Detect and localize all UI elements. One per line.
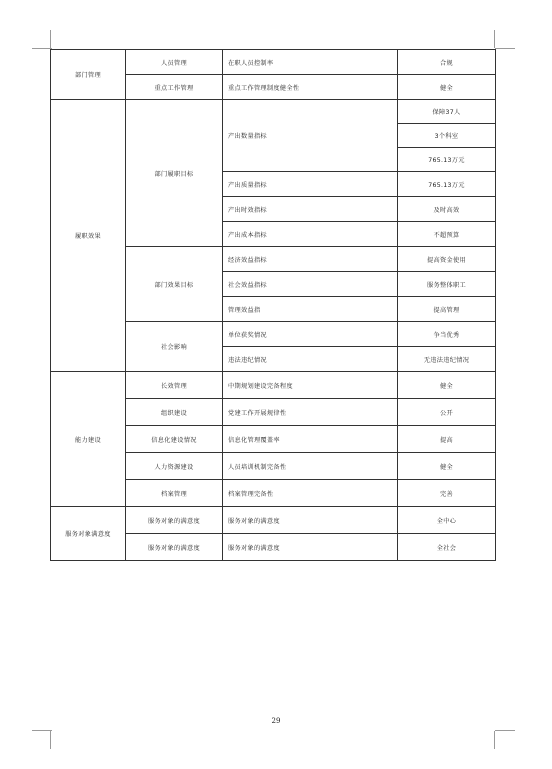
subcategory-cell: 服务对象的满意度 <box>126 534 223 561</box>
crop-mark-top-right-v <box>494 30 495 48</box>
subcategory-cell: 部门效果目标 <box>126 247 223 322</box>
indicator-cell: 违法违纪情况 <box>223 347 398 372</box>
value-cell: 765.13万元 <box>398 172 496 197</box>
indicator-cell: 产出质量指标 <box>223 172 398 197</box>
category-cell: 服务对象满意度 <box>51 507 126 561</box>
crop-mark-top-left-v <box>50 30 51 48</box>
value-cell: 全中心 <box>398 507 496 534</box>
subcategory-cell: 人力资源建设 <box>126 453 223 480</box>
crop-mark-top-left-h <box>32 48 52 49</box>
value-cell: 健全 <box>398 372 496 399</box>
crop-mark-top-right-h <box>495 48 515 49</box>
value-cell: 及时高效 <box>398 197 496 222</box>
crop-mark-bottom-left-h <box>32 730 52 731</box>
indicator-cell: 经济效益指标 <box>223 247 398 272</box>
category-cell: 履职效果 <box>51 100 126 372</box>
value-cell: 全社会 <box>398 534 496 561</box>
subcategory-cell: 服务对象的满意度 <box>126 507 223 534</box>
crop-mark-bottom-left-v <box>50 731 51 749</box>
subcategory-cell: 社会影响 <box>126 322 223 372</box>
indicator-cell: 产出时效指标 <box>223 197 398 222</box>
table-row <box>51 50 496 75</box>
indicator-cell: 产出数量指标 <box>223 100 398 172</box>
value-cell: 提高 <box>398 426 496 453</box>
value-cell: 保障37人 <box>398 100 496 124</box>
subcategory-cell: 人员管理 <box>126 50 223 75</box>
indicator-cell: 中期规划建设完备程度 <box>223 372 398 399</box>
value-cell: 提高资金使用 <box>398 247 496 272</box>
indicator-cell: 社会效益指标 <box>223 272 398 297</box>
subcategory-cell: 重点工作管理 <box>126 75 223 100</box>
indicator-cell: 信息化管理覆盖率 <box>223 426 398 453</box>
value-cell: 765.13万元 <box>398 148 496 172</box>
crop-mark-bottom-right-v <box>494 731 495 749</box>
value-cell: 合规 <box>398 50 496 75</box>
indicator-cell: 单位获奖情况 <box>223 322 398 347</box>
performance-indicator-table <box>50 49 496 561</box>
value-cell: 服务整体职工 <box>398 272 496 297</box>
value-cell: 健全 <box>398 75 496 100</box>
value-cell: 完善 <box>398 480 496 507</box>
value-cell: 提高管理 <box>398 297 496 322</box>
value-cell: 无违法违纪情况 <box>398 347 496 372</box>
page-number: 29 <box>271 717 281 725</box>
subcategory-cell: 信息化建设情况 <box>126 426 223 453</box>
value-cell: 3个科室 <box>398 124 496 148</box>
indicator-cell: 重点工作管理制度健全性 <box>223 75 398 100</box>
indicator-cell: 档案管理完备性 <box>223 480 398 507</box>
table-row <box>51 372 496 399</box>
indicator-cell: 在职人员控制率 <box>223 50 398 75</box>
subcategory-cell: 组织建设 <box>126 399 223 426</box>
table-row <box>51 100 496 124</box>
subcategory-cell: 档案管理 <box>126 480 223 507</box>
value-cell: 健全 <box>398 453 496 480</box>
category-cell: 能力建设 <box>51 372 126 507</box>
indicator-cell: 产出成本指标 <box>223 222 398 247</box>
indicator-cell: 党建工作开展规律性 <box>223 399 398 426</box>
indicator-cell: 人员培训机制完备性 <box>223 453 398 480</box>
indicator-cell: 管理效益指 <box>223 297 398 322</box>
category-cell: 部门管理 <box>51 50 126 100</box>
indicator-cell: 服务对象的满意度 <box>223 507 398 534</box>
crop-mark-bottom-right-h <box>495 730 515 731</box>
indicator-cell: 服务对象的满意度 <box>223 534 398 561</box>
subcategory-cell: 部门履职目标 <box>126 100 223 247</box>
value-cell: 公开 <box>398 399 496 426</box>
subcategory-cell: 长效管理 <box>126 372 223 399</box>
value-cell: 不超预算 <box>398 222 496 247</box>
table-row <box>51 507 496 534</box>
value-cell: 争当优秀 <box>398 322 496 347</box>
